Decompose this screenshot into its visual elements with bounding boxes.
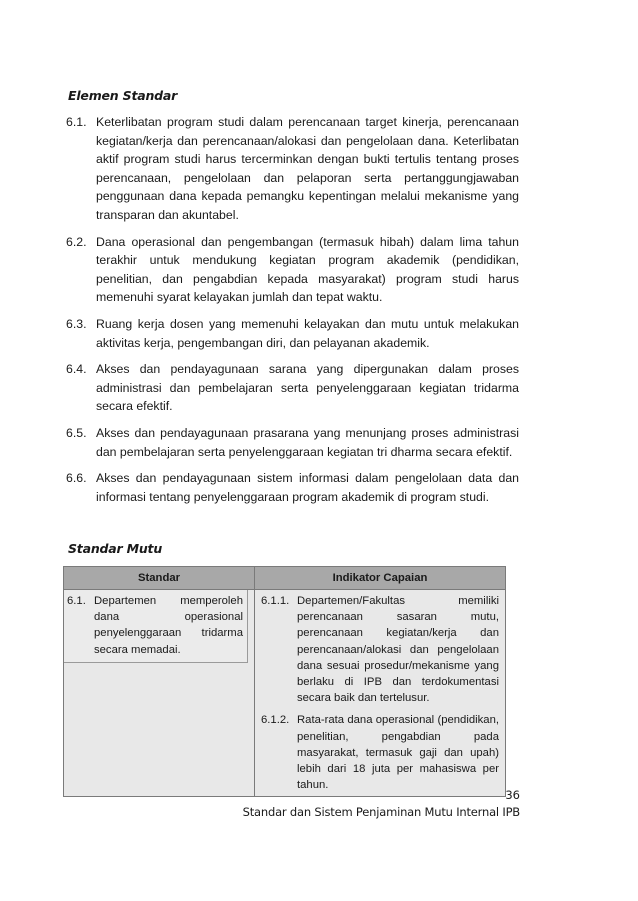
- item-text: Akses dan pendayagunaan sarana yang dipergunakan dalam proses administrasi dan pembelajaran serta penyelenggaraan kegiatan tridarma secara efektif.: [96, 362, 519, 414]
- item-number: 6.5.: [66, 425, 87, 440]
- list-item: [66, 360, 519, 416]
- item-text: Ruang kerja dosen yang memenuhi kelayakan dan mutu untuk melakukan aktivitas kerja, pengembangan diri, dan pelayanan akademik.: [96, 316, 519, 350]
- standar-text: Departemen memperoleh dana operasional penyelenggaraan tridarma secara memadai.: [94, 595, 243, 656]
- item-number: 6.2.: [66, 234, 87, 249]
- indikator-number: 6.1.2.: [261, 714, 290, 727]
- item-text: Akses dan pendayagunaan prasarana yang menunjang proses administrasi dan pembelajaran serta penyelenggaraan kegiatan tri dharma secara efektif.: [96, 425, 519, 459]
- list-item: [66, 315, 519, 352]
- column-header-standar: Standar: [64, 567, 255, 590]
- item-text: Akses dan pendayagunaan sistem informasi dalam pengelolaan data dan informasi tentang penyelenggaraan program akademik di program studi.: [96, 471, 519, 504]
- elemen-standar-list: [66, 113, 519, 514]
- indikator-text: Rata-rata dana operasional (pendidikan, penelitian, pengabdian pada masyarakat, termasuk gaji dan upah) lebih dari 18 juta per mahasiswa per tahun.: [297, 714, 499, 792]
- item-number: 6.4.: [66, 362, 87, 377]
- indikator-item: [255, 709, 505, 796]
- indikator-number: 6.1.1.: [261, 595, 290, 607]
- page-number: 36: [505, 788, 520, 802]
- table-header-row: [64, 567, 506, 590]
- list-item: [66, 233, 519, 307]
- indikator-item: [255, 590, 505, 709]
- section-heading-elemen-standar: Elemen Standar: [68, 88, 178, 103]
- item-number: 6.1.: [66, 115, 87, 129]
- indikator-text: Departemen/Fakultas memiliki perencanaan sasaran mutu, perencanaan kegiatan/kerja dan perencanaan/alokasi dan pengelolaan dana sesuai prosedur/mekanisme yang berlaku di IPB dan terdokumentasi secara baik dan tertelusur.: [297, 595, 499, 705]
- standar-mutu-table: [63, 566, 506, 797]
- standar-box: [64, 590, 248, 663]
- indikator-cell: [255, 590, 506, 797]
- list-item: [66, 113, 519, 225]
- standar-cell: [64, 590, 255, 797]
- list-item: [66, 424, 519, 461]
- item-text: Dana operasional dan pengembangan (termasuk hibah) dalam lima tahun terakhir untuk mendukung kegiatan program akademik (pendidikan, penelitian, dan pengabdian kepada masyarakat) program studi harus memenuhi syarat kelayakan jumlah dan tepat waktu.: [96, 234, 519, 305]
- footer-title: Standar dan Sistem Penjaminan Mutu Internal IPB: [242, 805, 520, 819]
- section-heading-standar-mutu: Standar Mutu: [68, 541, 163, 556]
- item-number: 6.3.: [66, 316, 87, 331]
- standar-number: 6.1.: [67, 595, 86, 607]
- item-text: Keterlibatan program studi dalam perencanaan target kinerja, perencanaan kegiatan/kerja dan perencanaan/alokasi dan pengelolaan dana. Keterlibatan aktif program studi harus tercerminkan dengan bukti tertulis tentang proses perencanaan, pengelolaan dan pelaporan serta pertanggungjawaban penggunaan dana kepada pemangku kepentingan melalui mekanisme yang transparan dan akuntabel.: [96, 115, 519, 222]
- column-header-indikator: Indikator Capaian: [255, 567, 506, 590]
- item-number: 6.6.: [66, 471, 87, 486]
- table-row: [64, 590, 506, 797]
- list-item: [66, 469, 519, 506]
